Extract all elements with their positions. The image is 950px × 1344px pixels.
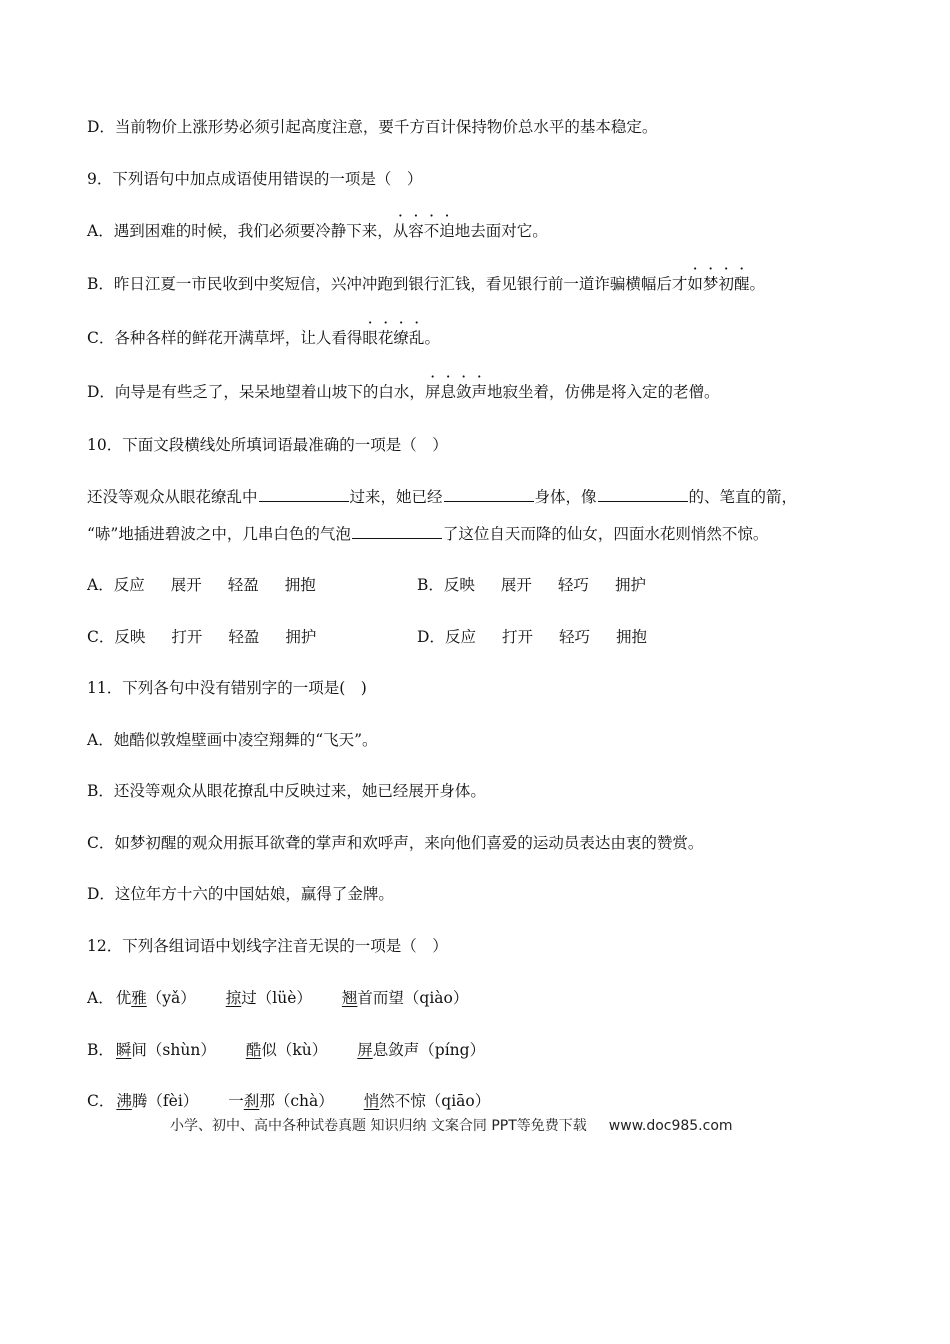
q10-options-row2 [87,626,787,648]
pinyin-item: 掠过（lüè） [225,989,312,1007]
passage-text: 身体，像 [534,488,597,506]
q12-option-b [87,1039,513,1061]
passage-text: “哧”地插进碧波之中，几串白色的气泡 [87,525,351,543]
passage-text: 的、笔直的箭， [688,488,798,506]
option-word: 打开 [501,628,533,646]
dotted-char: 如 [687,275,703,293]
q10-passage-line2 [87,522,768,545]
passage-text: 了这位自天而降的仙女，四面水花则悄然不惊。 [442,525,769,543]
dotted-char: 声 [471,383,487,401]
pinyin-item: 翘首而望（qiào） [341,989,469,1007]
q12-option-a [87,987,496,1009]
q11-option-d: D．这位年方十六的中国姑娘，赢得了金牌。 [87,885,394,903]
option-label: D． [417,628,445,646]
q9d-dotted-idiom [425,383,487,401]
option-word: 拥抱 [615,628,647,646]
option-word: 拥护 [614,576,646,594]
q12-option-c [87,1090,518,1112]
passage-text: 还没等观众从眼花缭乱中 [87,488,258,506]
q11-option-c: C．如梦初醒的观众用振耳欲聋的掌声和欢呼声，来向他们喜爱的运动员表达由衷的赞赏。 [87,834,704,852]
pinyin-item: 优雅（yǎ） [115,989,196,1007]
q8-option-d: D．当前物价上涨形势必须引起高度注意，要千方百计保持物价总水平的基本稳定。 [87,118,658,136]
option-label: A． [87,989,114,1007]
option-word: 轻巧 [557,576,589,594]
option-word: 反映 [443,576,475,594]
fill-blank-4 [352,522,442,539]
option-word: 反应 [444,628,476,646]
q9a-text-end: 地去面对它。 [454,222,548,240]
dotted-char: 梦 [702,275,719,293]
q9b-dotted-idiom [687,275,749,293]
option-word: 展开 [500,576,532,594]
q11-option-b: B．还没等观众从眼花撩乱中反映过来，她已经展开身体。 [87,782,486,800]
q10-passage-line1 [87,485,797,508]
q10-options-row1 [87,574,787,596]
pinyin-item: 酷似（kù） [245,1041,328,1059]
pinyin-item: 屏息敛声（píng） [357,1041,486,1059]
footer-text: 小学、初中、高中各种试卷真题 知识归纳 文案合同 PPT等免费下载 [170,1118,587,1134]
dotted-char: 从 [392,222,409,240]
passage-text: 过来，她已经 [349,488,443,506]
dotted-char: 缭 [393,329,409,347]
fill-blank-1 [259,485,349,502]
option-word: 轻盈 [228,628,260,646]
q9a-dotted-idiom [393,222,455,240]
dotted-char: 醒 [733,275,750,293]
option-label: B． [417,576,444,594]
dotted-char: 乱 [408,329,425,347]
q9c-dotted-idiom [362,329,424,347]
option-word: 拥抱 [284,576,316,594]
q9c-text-end: 。 [424,329,440,347]
q9c-text: C．各种各样的鲜花开满草坪，让人看得 [87,329,363,347]
q9b-text-end: 。 [749,275,765,293]
q9d-text-end: 地寂坐着，仿佛是将入定的老僧。 [487,383,720,401]
option-word: 反应 [113,576,145,594]
dotted-char: 敛 [455,383,472,401]
pinyin-item: 悄然不惊（qiāo） [363,1092,491,1110]
page-footer [170,1115,733,1135]
fill-blank-2 [444,485,534,502]
option-word: 拥护 [285,628,317,646]
q9-stem: 9．下列语句中加点成语使用错误的一项是（ ） [87,170,423,188]
dotted-char: 迫 [439,222,455,240]
q9d-text: D．向导是有些乏了，呆呆地望着山坡下的白水， [87,383,425,401]
pinyin-item: 瞬间（shùn） [115,1041,216,1059]
option-word: 反映 [114,628,146,646]
q10-option-d [417,626,673,648]
q10-option-c [87,628,342,646]
dotted-char: 屏 [424,383,441,401]
option-label: B． [87,1041,114,1059]
q11-option-a: A．她酷似敦煌壁画中凌空翔舞的“飞天”。 [87,731,378,749]
footer-url[interactable]: www.doc985.com [608,1118,733,1134]
option-label: C． [87,628,115,646]
dotted-char: 初 [718,275,734,293]
q9-option-a [87,220,548,242]
option-word: 轻盈 [227,576,259,594]
dotted-char: 容 [408,222,424,240]
q9-option-c [87,327,440,349]
fill-blank-3 [598,485,688,502]
q11-stem: 11．下列各句中没有错别字的一项是( ) [87,679,367,697]
dotted-char: 不 [423,222,440,240]
q9b-text: B．昨日江夏一市民收到中奖短信，兴冲冲跑到银行汇钱，看见银行前一道诈骗横幅后才 [87,275,688,293]
pinyin-item: 沸腾（fèi） [116,1092,199,1110]
q10-stem: 10．下面文段横线处所填词语最准确的一项是（ ） [87,436,448,454]
option-word: 打开 [171,628,203,646]
dotted-char: 息 [440,383,456,401]
option-word: 展开 [170,576,202,594]
pinyin-item: 一刹那（chà） [228,1092,334,1110]
q9-option-b [87,273,765,295]
q12-stem: 12．下列各组词语中划线字注音无误的一项是（ ） [87,937,448,955]
q10-option-a [87,576,342,594]
dotted-char: 花 [377,329,394,347]
option-label: A． [87,576,114,594]
q9-option-d [87,381,720,403]
option-label: C． [87,1092,115,1110]
q10-option-b [417,574,672,596]
dotted-char: 眼 [362,329,378,347]
option-word: 轻巧 [558,628,590,646]
q9a-text: A．遇到困难的时候，我们必须要冷静下来， [87,222,393,240]
